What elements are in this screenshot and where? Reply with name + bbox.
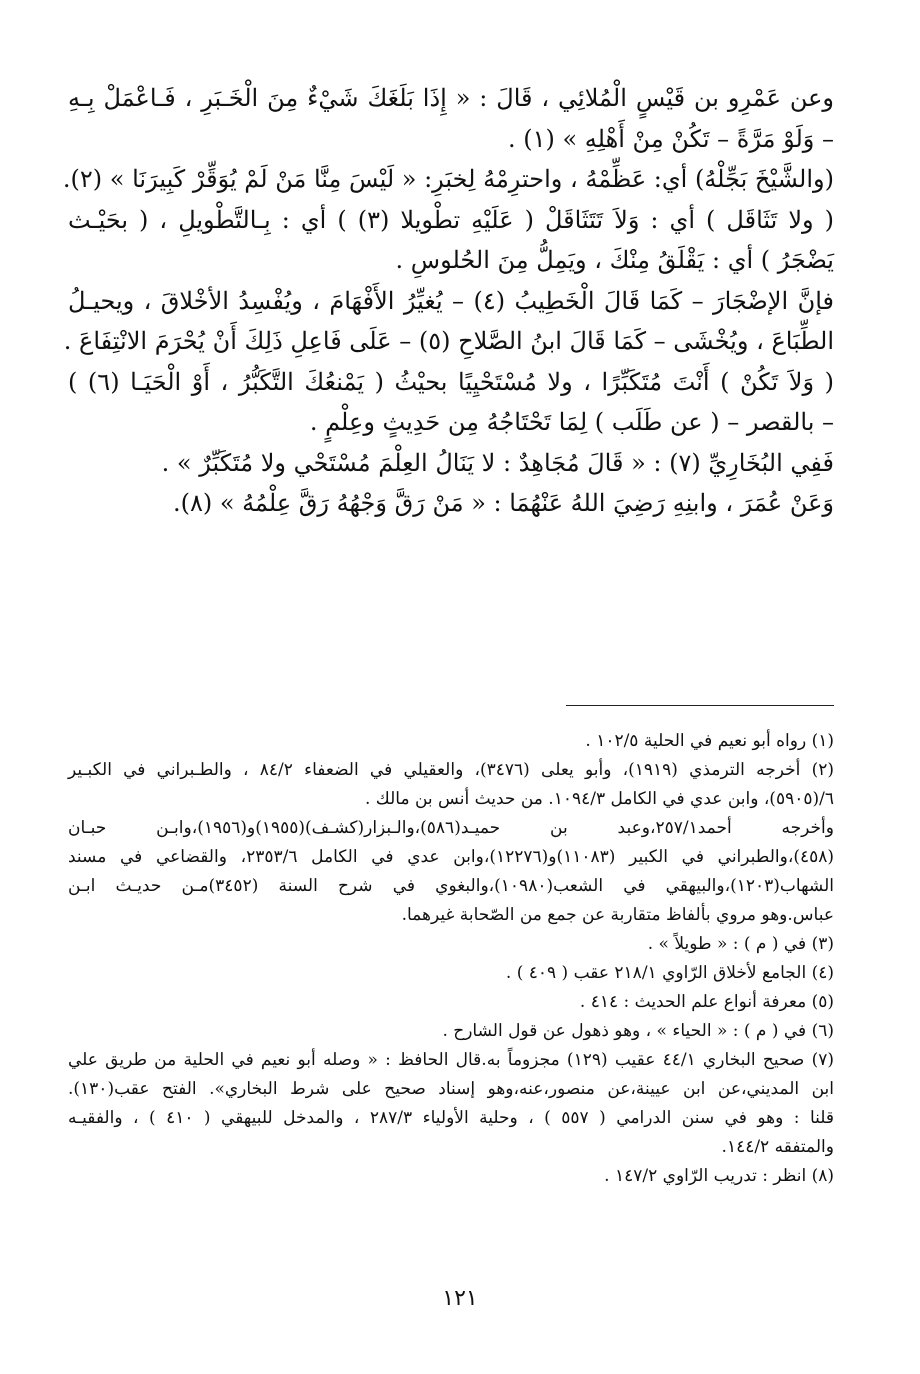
text-line: – وَلَوْ مَرَّةً – تَكُنْ مِنْ أَهْلِهِ » (١) .	[507, 124, 834, 153]
footnote-line: (٧) صحيح البخاري ٤٤/١ عقيب (١٢٩) مجزوماً به.قال الحافظ : « وصله أبو نعيم في الحلية من طريق علي	[68, 1050, 834, 1070]
text-line: الطِّبَاعَ ، ويُخْشَى – كَمَا قَالَ ابنُ الصَّلاحِ (٥) – عَلَى فَاعِلِ ذَلِكَ أَنْ يُحْرَمَ الانْتِفَاعَ .	[63, 327, 834, 355]
text-line: فَفِي البُخَارِيِّ (٧) : « قَالَ مُجَاهِدٌ : لا يَنَالُ العِلْمَ مُسْتَحْي ولا مُتَكَبِّرٌ » .	[161, 448, 834, 477]
footnote-line: ابن المديني،عن ابن عيينة،عن منصور،عنه،وهو إسناد صحيح على شرط البخاري». الفتح عقب(١٣٠).	[68, 1079, 834, 1099]
main-text	[62, 78, 835, 524]
footnote-line: ٦/(٥٩٠٥)، وابن عدي في الكامل ١٠٩٤/٣. من حديث أنس بن مالك .	[364, 789, 834, 809]
footnote-line: (١) رواه أبو نعيم في الحلية ١٠٢/٥ .	[585, 731, 834, 751]
text-line: فإنَّ الإضْجَارَ – كَمَا قَالَ الْخَطِيبُ (٤) – يُغيِّرُ الأَفْهَامَ ، ويُفْسِدُ الأخْلاقَ ، ويحيـلُ	[68, 286, 835, 315]
text-line: وَعَنْ عُمَرَ ، وابنِهِ رَضِيَ اللهُ عَنْهُمَا : « مَنْ رَقَّ وَجْهُهُ رَقَّ عِلْمُهُ » (٨).	[172, 489, 834, 517]
footnote-line: (٤) الجامع لأخلاق الرّاوي ٢١٨/١ عقب ( ٤٠٩ ) .	[505, 963, 834, 983]
footnote-line: عباس.وهو مروي بألفاظ متقاربة عن جمع من الصّحابة غيرهما.	[401, 905, 834, 925]
text-line: يَضْجَرُ ) أي : يَقْلَقُ مِنْكَ ، ويَمِلُّ مِنَ الحُلوسِ .	[395, 246, 834, 274]
text-line: ( ولا تَثَاقَل ) أي : وَلاَ تَتَثَاقَلْ ( عَلَيْهِ تطْويلا (٣) ) أي : بِـالتَّطْويلِ ، ( بحَيْـث	[68, 205, 834, 234]
footnote-line: (٢) أخرجه الترمذي (١٩١٩)، وأبو يعلى (٣٤٧٦)، والعقيلي في الضعفاء ٨٤/٢ ، والطـبراني في الكبـير	[68, 760, 834, 780]
footnote-line: (٤٥٨)،والطبراني في الكبير (١١٠٨٣)و(١٢٢٧٦)،وابن عدي في الكامل ٢٣٥٣/٦، والقضاعي في مسند	[68, 847, 835, 867]
footnote-line: والمتفقه ١٤٤/٢.	[721, 1137, 834, 1157]
footnotes	[68, 727, 834, 1191]
text-line: وعن عَمْرِو بن قَيْسٍ الْمُلائِي ، قَالَ : « إِذَا بَلَغَكَ شَيْءٌ مِنَ الْخَـبَرِ ، فَـاعْمَلْ بِـهِ	[68, 84, 834, 112]
footnote-line: (٨) انظر : تدريب الرّاوي ١٤٧/٢ .	[604, 1166, 834, 1186]
text-line: (والشَّيْخَ بَجِّلْهُ) أي: عَظِّمْهُ ، واحترِمْهُ لِخبَرِ: « لَيْسَ مِنَّا مَنْ لَمْ يُوَقِّرْ كَبِيرَنَا » (٢).	[62, 165, 834, 193]
footnote-line: (٥) معرفة أنواع علم الحديث : ٤١٤ .	[579, 992, 834, 1012]
footnote-line: (٣) في ( م ) : « طويلاً » .	[647, 934, 834, 954]
footnote-separator	[566, 705, 834, 706]
text-line: ( وَلاَ تَكُنْ ) أَنْتَ مُتَكَبِّرًا ، ولا مُسْتَحْيِيًا بحيْثُ ( يَمْنعُكَ التَّكَبُّرُ ، أَوْ الْحَيَـا (٦) )	[68, 367, 834, 396]
footnote-line: قلنا : وهو في سنن الدرامي ( ٥٥٧ ) ، وحلية الأولياء ٢٨٧/٣ ، والمدخل للبيهقي ( ٤١٠ ) ، والفقيـه	[68, 1108, 835, 1128]
footnote-line: وأخرجه أحمد٢٥٧/١،وعبد بن حميـد(٥٨٦)،والـبزار(كشـف)(١٩٥٥)و(١٩٥٦)،وابـن حبـان	[68, 818, 834, 838]
footnote-line: (٦) في ( م ) : « الحياء » ، وهو ذهول عن قول الشارح .	[442, 1021, 834, 1041]
text-line: – بالقصر – ( عن طَلَب ) لِمَا تَحْتَاجُهُ مِن حَدِيثٍ وعِلْمٍ .	[309, 408, 834, 436]
footnote-line: الشهاب(١٢٠٣)،والبيهقي في الشعب(١٠٩٨٠)،والبغوي في شرح السنة (٣٤٥٢)مـن حديـث ابـن	[68, 876, 835, 896]
page-number: ١٢١	[442, 1286, 478, 1311]
